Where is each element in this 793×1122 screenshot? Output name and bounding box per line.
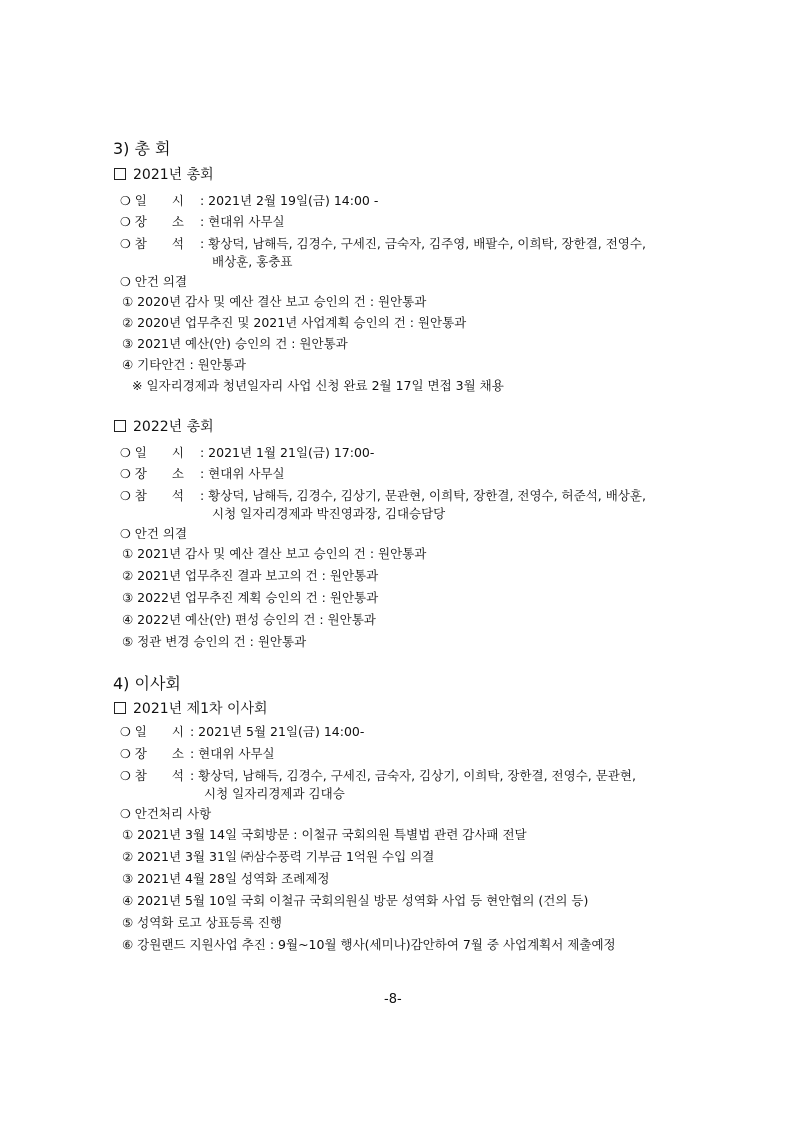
circle-bullet-icon: ❍ [120, 237, 131, 251]
circle-bullet-icon: ❍ [120, 446, 131, 460]
meeting-attendees-value: : 황상덕, 남해득, 김경수, 구세진, 금숙자, 김상기, 이희탁, 장한결, 전영수, 문관현, [190, 768, 636, 783]
meeting-attendees-value: : 황상덕, 남해득, 김경수, 김상기, 문관현, 이희탁, 장한결, 전영수, 허준석, 배상훈, [200, 488, 646, 503]
meeting-place-row: ❍ 장 소 [120, 466, 184, 481]
circle-bullet-icon: ❍ [120, 527, 131, 541]
checkbox-square-icon [114, 420, 126, 432]
agenda-item: ⑤ 정관 변경 승인의 건 : 원안통과 [122, 634, 307, 649]
meeting-time-row: ❍ 일 시 [120, 193, 184, 208]
meeting-place-row: ❍ 장 소 [120, 214, 184, 229]
meeting-place-value: : 현대위 사무실 [200, 466, 285, 481]
meeting-time-row: ❍ 일 시 [120, 724, 184, 739]
meeting-attendees-row: ❍ 참 석 [120, 488, 184, 503]
circle-bullet-icon: ❍ [120, 489, 131, 503]
meeting-time-value: : 2021년 2월 19일(금) 14:00 - [200, 193, 379, 208]
agenda-label: ❍ 안건 의결 [120, 274, 188, 289]
circle-bullet-icon: ❍ [120, 215, 131, 229]
meeting-attendees-value: : 황상덕, 남해득, 김경수, 구세진, 금숙자, 김주영, 배팔수, 이희탁, 장한결, 전영수, [200, 236, 646, 251]
agenda-item: ② 2021년 3월 31일 ㈜삼수풍력 기부금 1억원 수입 의결 [122, 849, 435, 864]
meeting-attendees-row: ❍ 참 석 [120, 236, 184, 251]
circle-bullet-icon: ❍ [120, 275, 131, 289]
section-title-general-meeting: 3) 총 회 [113, 139, 171, 158]
meeting-attendees-continued: 시청 일자리경제과 김대승 [204, 786, 345, 801]
agenda-item: ② 2021년 업무추진 결과 보고의 건 : 원안통과 [122, 568, 379, 583]
agenda-label: ❍ 안건 의결 [120, 526, 188, 541]
circle-bullet-icon: ❍ [120, 725, 131, 739]
meeting-attendees-continued: 시청 일자리경제과 박진영과장, 김대승담당 [212, 506, 446, 521]
circle-bullet-icon: ❍ [120, 807, 131, 821]
agenda-item: ② 2020년 업무추진 및 2021년 사업계획 승인의 건 : 원안통과 [122, 315, 467, 330]
agenda-item: ④ 2022년 예산(안) 편성 승인의 건 : 원안통과 [122, 612, 376, 627]
agenda-item: ① 2021년 3월 14일 국회방문 : 이철규 국회의원 특별법 관련 감사패 전달 [122, 827, 527, 842]
circle-bullet-icon: ❍ [120, 467, 131, 481]
section-title-board-meeting: 4) 이사회 [113, 674, 181, 693]
circle-bullet-icon: ❍ [120, 194, 131, 208]
checkbox-square-icon [114, 168, 126, 180]
meeting-heading-2022: 2022년 총회 [114, 416, 214, 436]
agenda-item: ③ 2022년 업무추진 계획 승인의 건 : 원안통과 [122, 590, 379, 605]
agenda-label: ❍ 안건처리 사항 [120, 806, 212, 821]
circle-bullet-icon: ❍ [120, 747, 131, 761]
agenda-item: ① 2020년 감사 및 예산 결산 보고 승인의 건 : 원안통과 [122, 294, 427, 309]
page-number: -8- [384, 992, 402, 1007]
checkbox-square-icon [114, 702, 126, 714]
meeting-attendees-row: ❍ 참 석 [120, 768, 184, 783]
meeting-time-value: : 2021년 1월 21일(금) 17:00- [200, 445, 375, 460]
agenda-item: ⑥ 강원랜드 지원사업 추진 : 9월~10월 행사(세미나)감안하여 7월 중 사업계획서 제출예정 [122, 937, 616, 952]
meeting-heading-2021: 2021년 총회 [114, 164, 214, 184]
agenda-item: ③ 2021년 4월 28일 성역화 조례제정 [122, 871, 330, 886]
meeting-attendees-continued: 배상훈, 홍충표 [212, 254, 293, 269]
agenda-item: ③ 2021년 예산(안) 승인의 건 : 원안통과 [122, 336, 348, 351]
meeting-place-value: : 현대위 사무실 [190, 746, 275, 761]
agenda-item: ④ 기타안건 : 원안통과 [122, 357, 246, 372]
meeting-time-row: ❍ 일 시 [120, 445, 184, 460]
agenda-note: ※ 일자리경제과 청년일자리 사업 신청 완료 2월 17일 면접 3월 채용 [132, 378, 504, 393]
meeting-heading-board-2021: 2021년 제1차 이사회 [114, 698, 268, 718]
circle-bullet-icon: ❍ [120, 769, 131, 783]
meeting-time-value: : 2021년 5월 21일(금) 14:00- [190, 724, 365, 739]
agenda-item: ① 2021년 감사 및 예산 결산 보고 승인의 건 : 원안통과 [122, 546, 427, 561]
meeting-place-value: : 현대위 사무실 [200, 214, 285, 229]
agenda-item: ④ 2021년 5월 10일 국회 이철규 국회의원실 방문 성역화 사업 등 현안협의 (건의 등) [122, 893, 589, 908]
agenda-item: ⑤ 성역화 로고 상표등록 진행 [122, 915, 282, 930]
meeting-place-row: ❍ 장 소 [120, 746, 184, 761]
